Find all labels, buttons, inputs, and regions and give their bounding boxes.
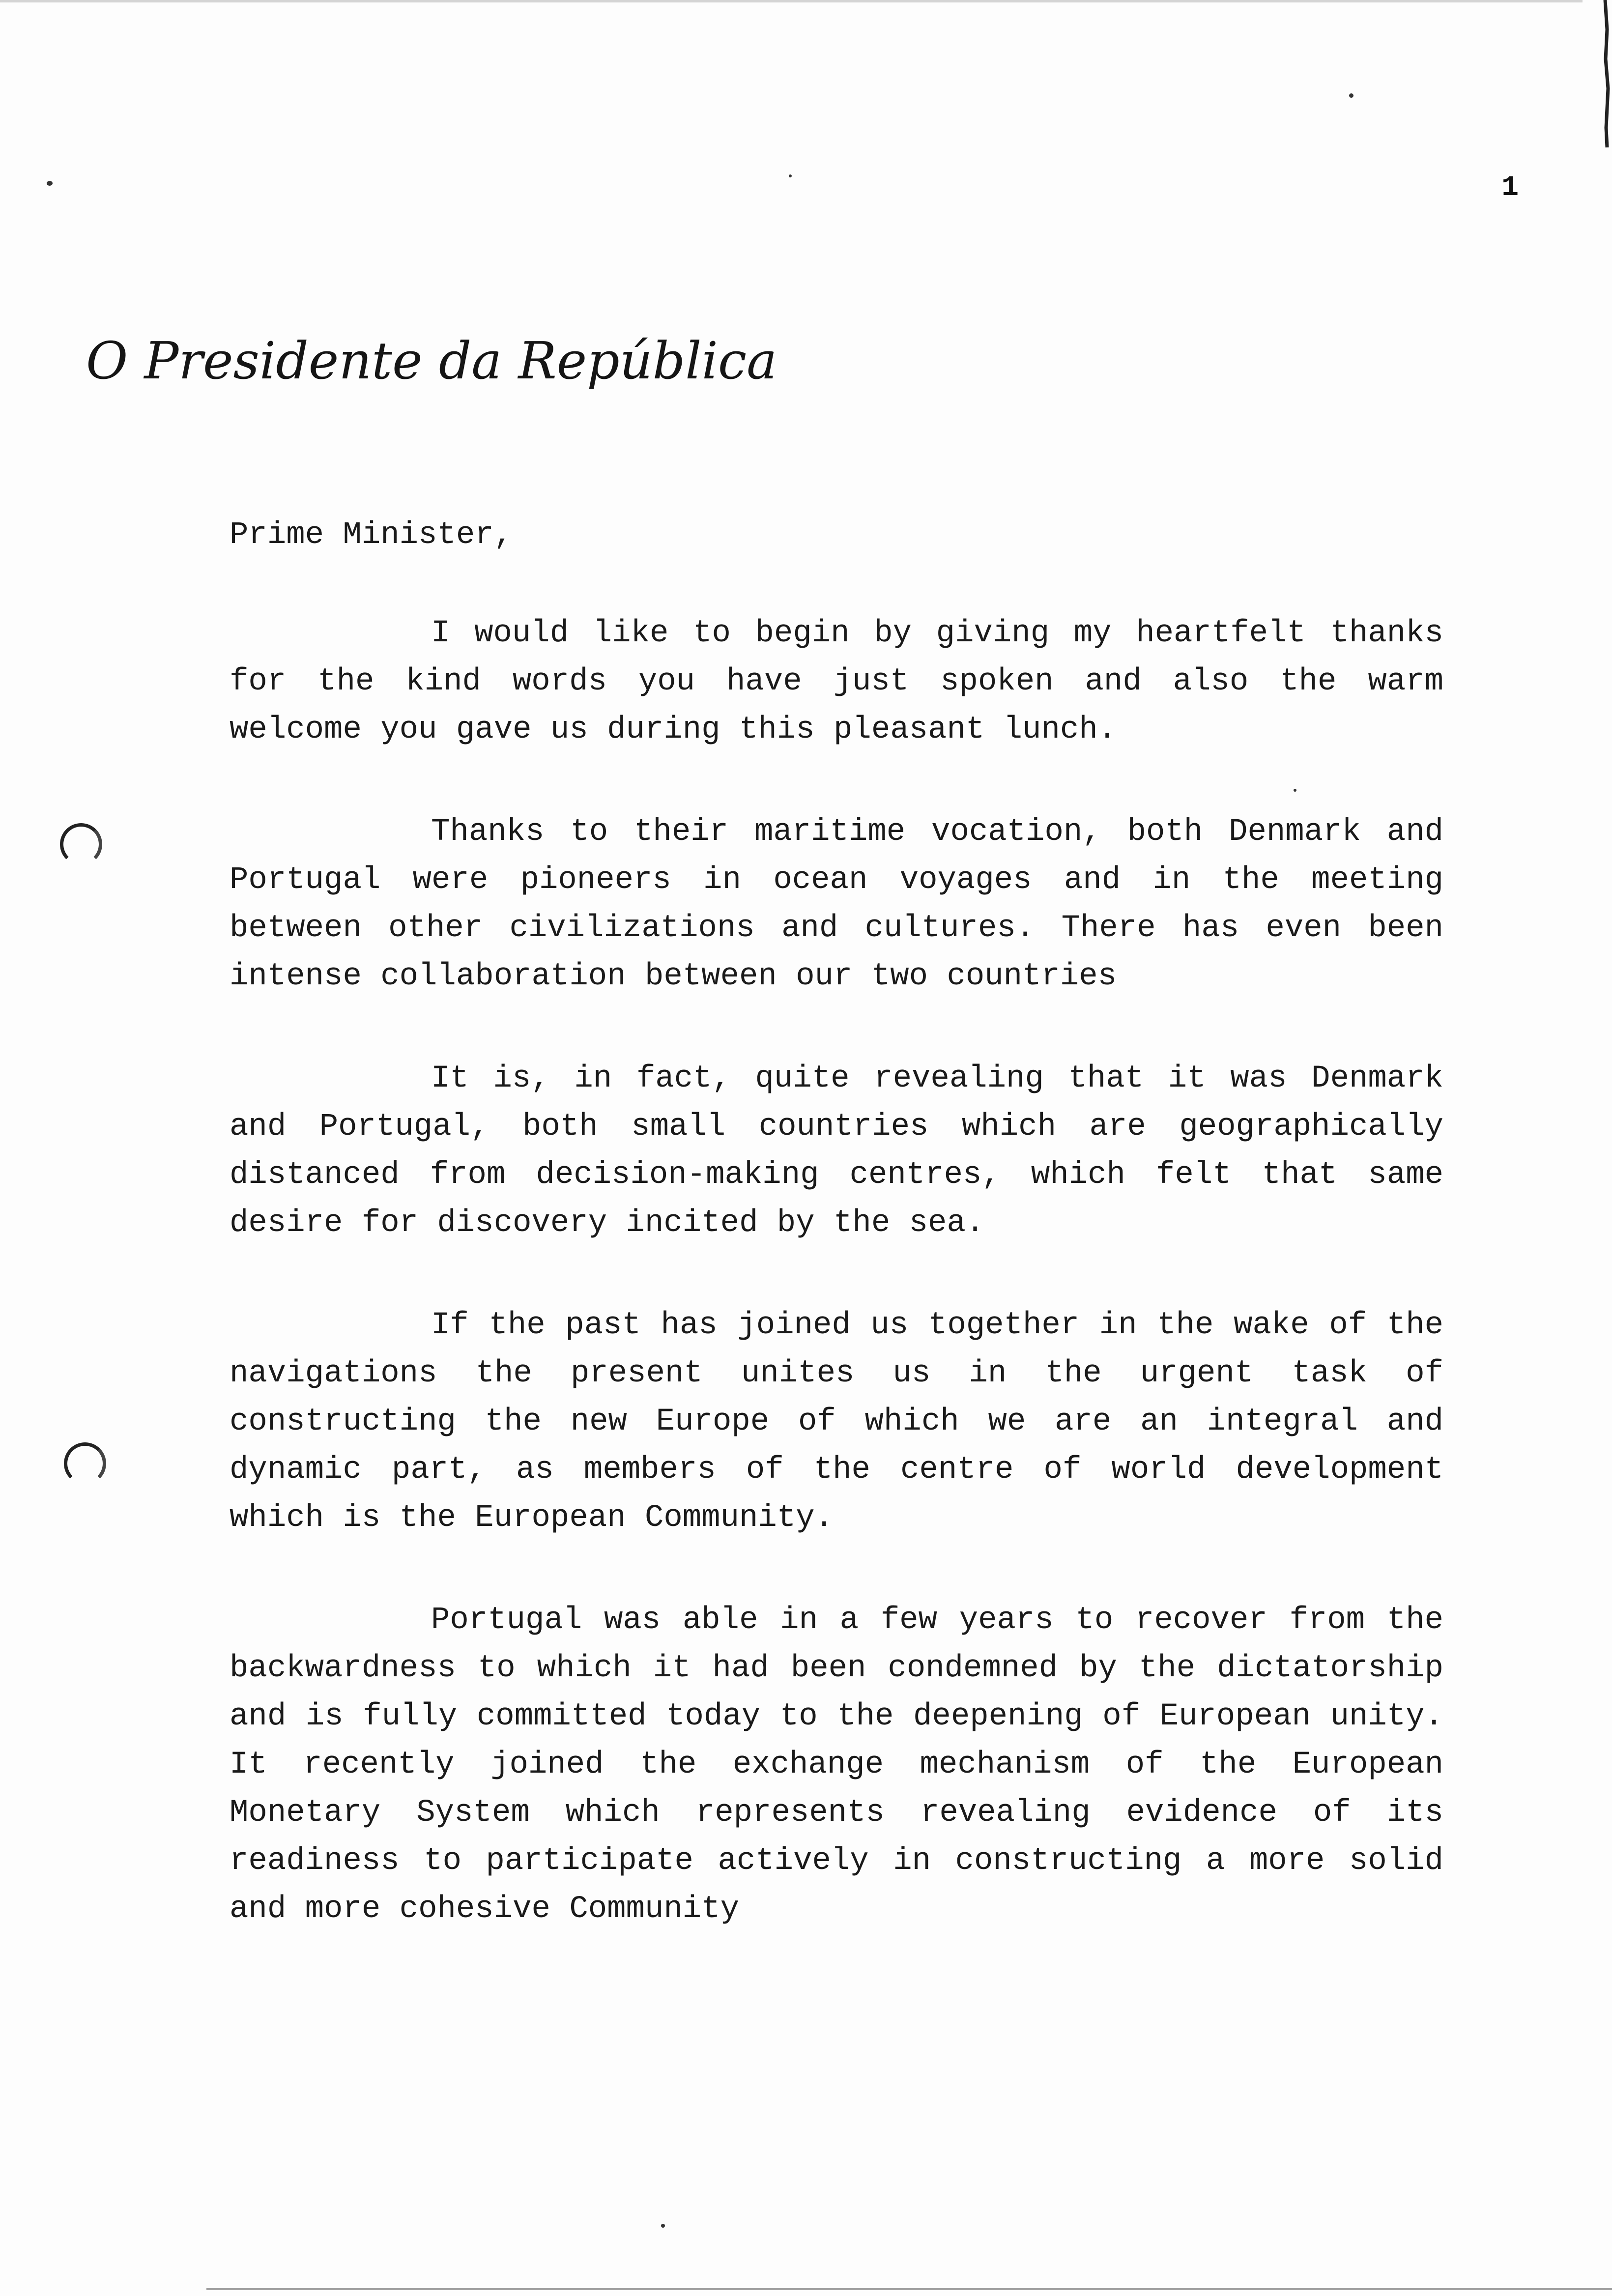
scan-speck — [661, 2224, 665, 2228]
paragraph-5: Portugal was able in a few years to recover from the backwardness to which it had been condemned by the dictatorship and is fully committed today to the deepening of European unity. It recently joined the exchange mechanism of the European Monetary System which represents revealing evidence of its readiness to participate actively in constructing a more solid and more cohesive Community — [230, 1603, 1443, 1927]
paragraph-3: It is, in fact, quite revealing that it was Denmark and Portugal, both small countries which are geographically distanced from decision-making centres, which felt that same desire for discovery incited by the sea. — [230, 1061, 1443, 1241]
letterhead — [86, 315, 777, 408]
letterhead-text: O Presidente da República — [86, 331, 777, 391]
page-number: 1 — [1501, 172, 1519, 204]
paragraph-1: I would like to begin by giving my heartfelt thanks for the kind words you have just spoken and also the warm welcome you gave us during this pleasant lunch. — [230, 616, 1443, 747]
letterhead-script — [86, 315, 777, 408]
letter-body — [230, 511, 1443, 1987]
scan-bottom-edge — [206, 2288, 1612, 2290]
scan-speck — [47, 181, 53, 186]
punch-hole — [60, 823, 102, 865]
paragraph-2: Thanks to their maritime vocation, both Denmark and Portugal were pioneers in ocean voyages and in the meeting between other civilizations and cultures. There has even been intense collaboration between our two countries — [230, 814, 1443, 994]
scan-speck — [1349, 93, 1353, 98]
scan-top-edge — [0, 0, 1583, 2]
scan-edge-mark — [1601, 0, 1612, 147]
punch-hole — [64, 1442, 106, 1485]
scan-speck — [789, 174, 792, 177]
salutation: Prime Minister, — [230, 517, 513, 553]
paragraph-4: If the past has joined us together in the wake of the navigations the present unites us in the urgent task of constructing the new Europe of which we are an integral and dynamic part, as members of the centre of world development which is the European Community. — [230, 1308, 1443, 1536]
